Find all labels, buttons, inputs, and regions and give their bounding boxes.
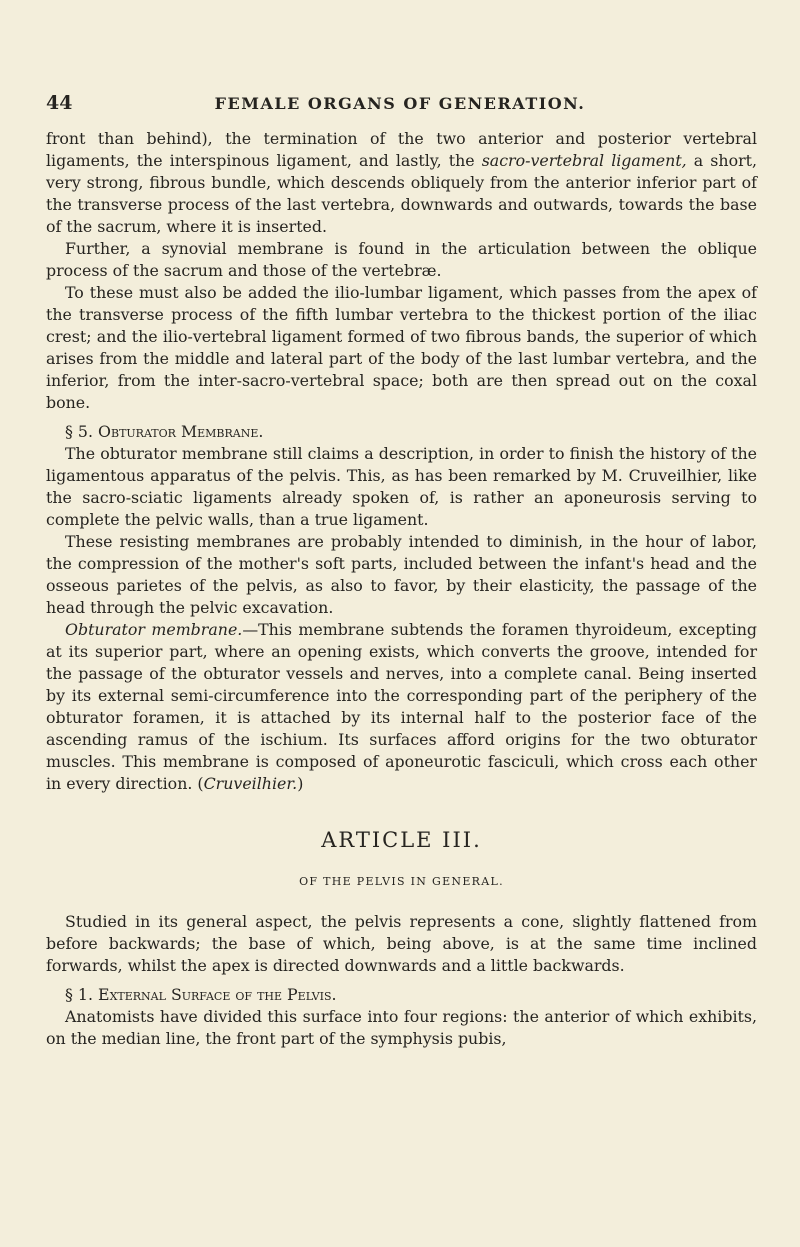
citation: Cruveilhier. <box>203 774 298 793</box>
paragraph <box>46 619 757 795</box>
paragraph: Studied in its general aspect, the pelvis represents a cone, slightly flattened from before backwards; the base of which, being above, is at the same time inclined forwards, whilst the apex is directed downwards and a little backwards. <box>46 912 757 975</box>
text-run: a short, very strong, fibrous bundle, which descends obliquely from the anterior inferior part of the transverse process of the last vertebra, downwards and outwards, towards the base of the sacrum, where it is inserted. <box>46 151 757 236</box>
page-header <box>46 92 754 118</box>
section-heading <box>46 421 757 443</box>
page-number: 44 <box>46 92 73 114</box>
paragraph-continued <box>46 128 757 238</box>
text-run: ) <box>297 774 304 793</box>
paragraph: To these must also be added the ilio-lumbar ligament, which passes from the apex of the transverse process of the fifth lumbar vertebra to the thickest portion of the iliac crest; and the ilio-vertebral ligament formed of two fibrous bands, the superior of which arises from the middle and lateral part of the body of the last lumbar vertebra, and the inferior, from the inter-sacro-vertebral space; both are then spread out on the coxal bone. <box>46 283 757 412</box>
paragraph: The obturator membrane still claims a description, in order to finish the history of the ligamentous apparatus of the pelvis. This, as has been remarked by M. Cruveilhier, like the sacro-sciatic ligaments already spoken of, is rather an aponeurosis serving to complete the pelvic walls, than a true ligament. <box>46 444 757 529</box>
section-heading <box>46 984 757 1006</box>
article-heading: ARTICLE III. <box>321 828 482 852</box>
section-title: External Surface of the Pelvis. <box>98 985 337 1004</box>
paragraph: Further, a synovial membrane is found in the articulation between the oblique process of the sacrum and those of the vertebræ. <box>46 239 757 280</box>
body-text <box>46 128 757 1050</box>
paragraph: These resisting membranes are probably intended to diminish, in the hour of labor, the compression of the mother's soft parts, included between the infant's head and the osseous parietes of the pelvis, as also to favor, by their elasticity, the passage of the head through the pelvic excavation. <box>46 532 757 617</box>
text-run: front than behind), the termination of the two anterior and posterior vertebral ligaments, the interspinous ligament, and lastly, the <box>46 129 757 170</box>
paragraph: Anatomists have divided this surface into four regions: the anterior of which exhibits, on the median line, the front part of the symphysis pubis, <box>46 1007 757 1048</box>
running-head: FEMALE ORGANS OF GENERATION. <box>214 94 586 113</box>
section-title: Obturator Membrane. <box>98 422 264 441</box>
section-number: § 1. <box>65 985 93 1004</box>
article-subheading: OF THE PELVIS IN GENERAL. <box>299 875 504 888</box>
text-run: —This membrane subtends the foramen thyroideum, excepting at its superior part, where an opening exists, which converts the groove, intended for the passage of the obturator vessels and nerves, into a complete canal. Being inserted by its external semi-circumference into the corresponding part of the periphery of the obturator foramen, it is attached by its internal half to the posterior face of the ascending ramus of the ischium. Its surfaces afford origins for the two obturator muscles. This membrane is composed of aponeurotic fasciculi, which cross each other in every direction. ( <box>46 620 757 793</box>
section-number: § 5. <box>65 422 93 441</box>
italic-term: sacro-vertebral ligament, <box>481 151 687 170</box>
italic-term: Obturator membrane. <box>65 620 243 639</box>
